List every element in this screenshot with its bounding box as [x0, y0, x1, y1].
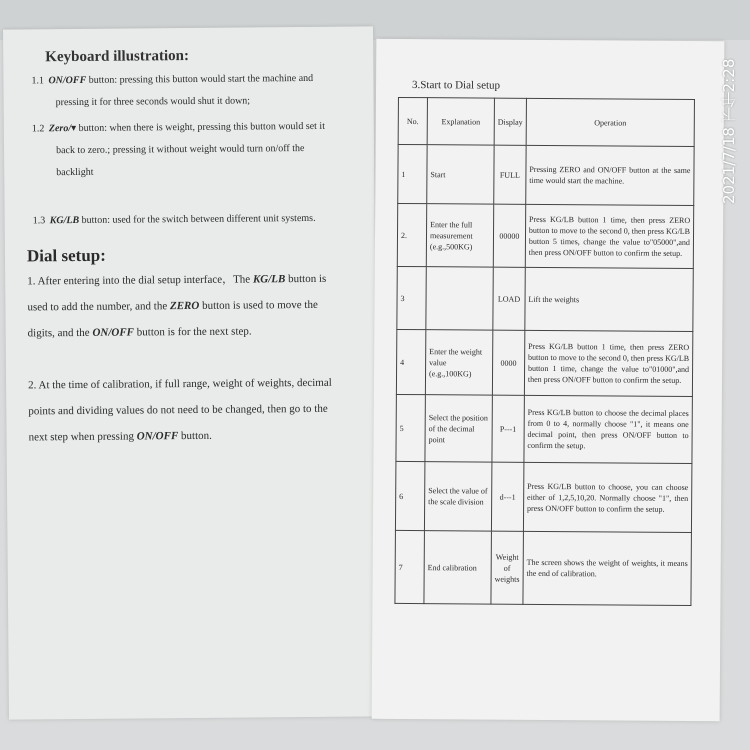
cell-display: Weight of weights — [491, 531, 523, 604]
step-title: 3.Start to Dial setup — [412, 79, 501, 92]
table-row — [397, 203, 693, 268]
cell-explanation: End calibration — [424, 531, 492, 604]
cell-operation: The screen shows the weight of weights, it means the end of calibration. — [523, 531, 692, 605]
cell-no: 6 — [395, 461, 424, 530]
cell-no: 1 — [398, 144, 427, 203]
cell-explanation: Enter the weight value (e.g.,100KG) — [425, 330, 492, 395]
dial-setup-table — [394, 97, 695, 606]
cell-explanation: Enter the full measurement (e.g.,500KG) — [426, 204, 493, 267]
keyboard-item-onoff: 1.1 ON/OFF button: pressing this button would start the machine and pressing it for three seconds would shut it down; — [31, 72, 314, 109]
table-row — [398, 144, 694, 205]
cell-display: 0000 — [492, 330, 524, 395]
cell-no: 4 — [396, 329, 425, 394]
right-page — [372, 39, 725, 721]
cell-operation: Press KG/LB button 1 time, then press ZERO button to move to the second 0, then press KG/LB button 1 time, change the value to"01000",and then press ON/OFF button to confirm the setup. — [524, 330, 693, 396]
dial-paragraph-2: 2. At the time of calibration, if full range, weight of weights, decimal points and dividing values do not need to be changed, then go to the next step when pressing ON/OFF button. — [28, 376, 332, 444]
cell-operation: Press KG/LB button to choose, you can choose either of 1,2,5,10,20. Normally choose "1", then press ON/OFF button to confirm the setup. — [523, 462, 692, 532]
table-row — [395, 461, 691, 532]
cell-display: FULL — [494, 145, 526, 204]
cell-no: 7 — [395, 530, 425, 603]
cell-no: 5 — [396, 394, 425, 461]
table-row — [397, 266, 693, 331]
left-page-content — [25, 47, 333, 451]
right-page-content — [394, 79, 698, 606]
zero-arrow-icon: ▾ — [71, 122, 77, 135]
cell-explanation: Select the value of the scale division — [424, 462, 491, 531]
dial-setup-title: Dial setup: — [26, 245, 106, 266]
left-page — [3, 26, 379, 719]
header-explanation: Explanation — [427, 98, 494, 145]
dial-paragraph-1: 1. After entering into the dial setup interface，The KG/LB button is used to add the number, and the ZERO button is used to move the digits, and the ON/OFF button is for the next step. — [27, 272, 327, 340]
header-operation: Operation — [526, 98, 694, 146]
cell-explanation: Select the position of the decimal point — [425, 395, 492, 462]
cell-explanation — [426, 267, 493, 330]
keyboard-title: Keyboard illustration: — [45, 48, 190, 66]
cell-no: 2. — [397, 203, 426, 266]
cell-operation: Press KG/LB button to choose the decimal places from 0 to 4, normally choose "1", it means one decimal point, then press ON/OFF button to confirm the setup. — [524, 395, 693, 463]
header-no: No. — [398, 97, 427, 144]
photo-timestamp: 2021/7/18 下午2:28 — [720, 58, 738, 204]
cell-display: 00000 — [493, 204, 525, 267]
cell-display: d---1 — [491, 462, 523, 531]
table-row — [396, 394, 692, 463]
cell-display: LOAD — [493, 267, 525, 330]
keyboard-item-kglb: 1.3 KG/LB button: used for the switch between different unit systems. — [32, 212, 316, 227]
header-display: Display — [494, 98, 526, 145]
cell-display: P---1 — [492, 395, 524, 462]
cell-operation: Pressing ZERO and ON/OFF button at the same time would start the machine. — [526, 145, 695, 205]
cell-no: 3 — [397, 266, 426, 329]
table-row — [395, 530, 692, 605]
keyboard-item-zero: 1.2 Zero/▾ button: when there is weight, pressing this button would set it back to zero.; pressing it without weight would turn on/off the backlight — [31, 120, 326, 179]
cell-operation: Press KG/LB button 1 time, then press ZERO button to move to the second 0, then press KG/LB button 5 times, change the value to"05000",and then press ON/OFF button to confirm the setup. — [525, 204, 694, 268]
cell-explanation: Start — [427, 145, 494, 204]
table-row — [396, 329, 692, 396]
cell-operation: Lift the weights — [525, 267, 694, 331]
table-header-row — [398, 97, 694, 146]
